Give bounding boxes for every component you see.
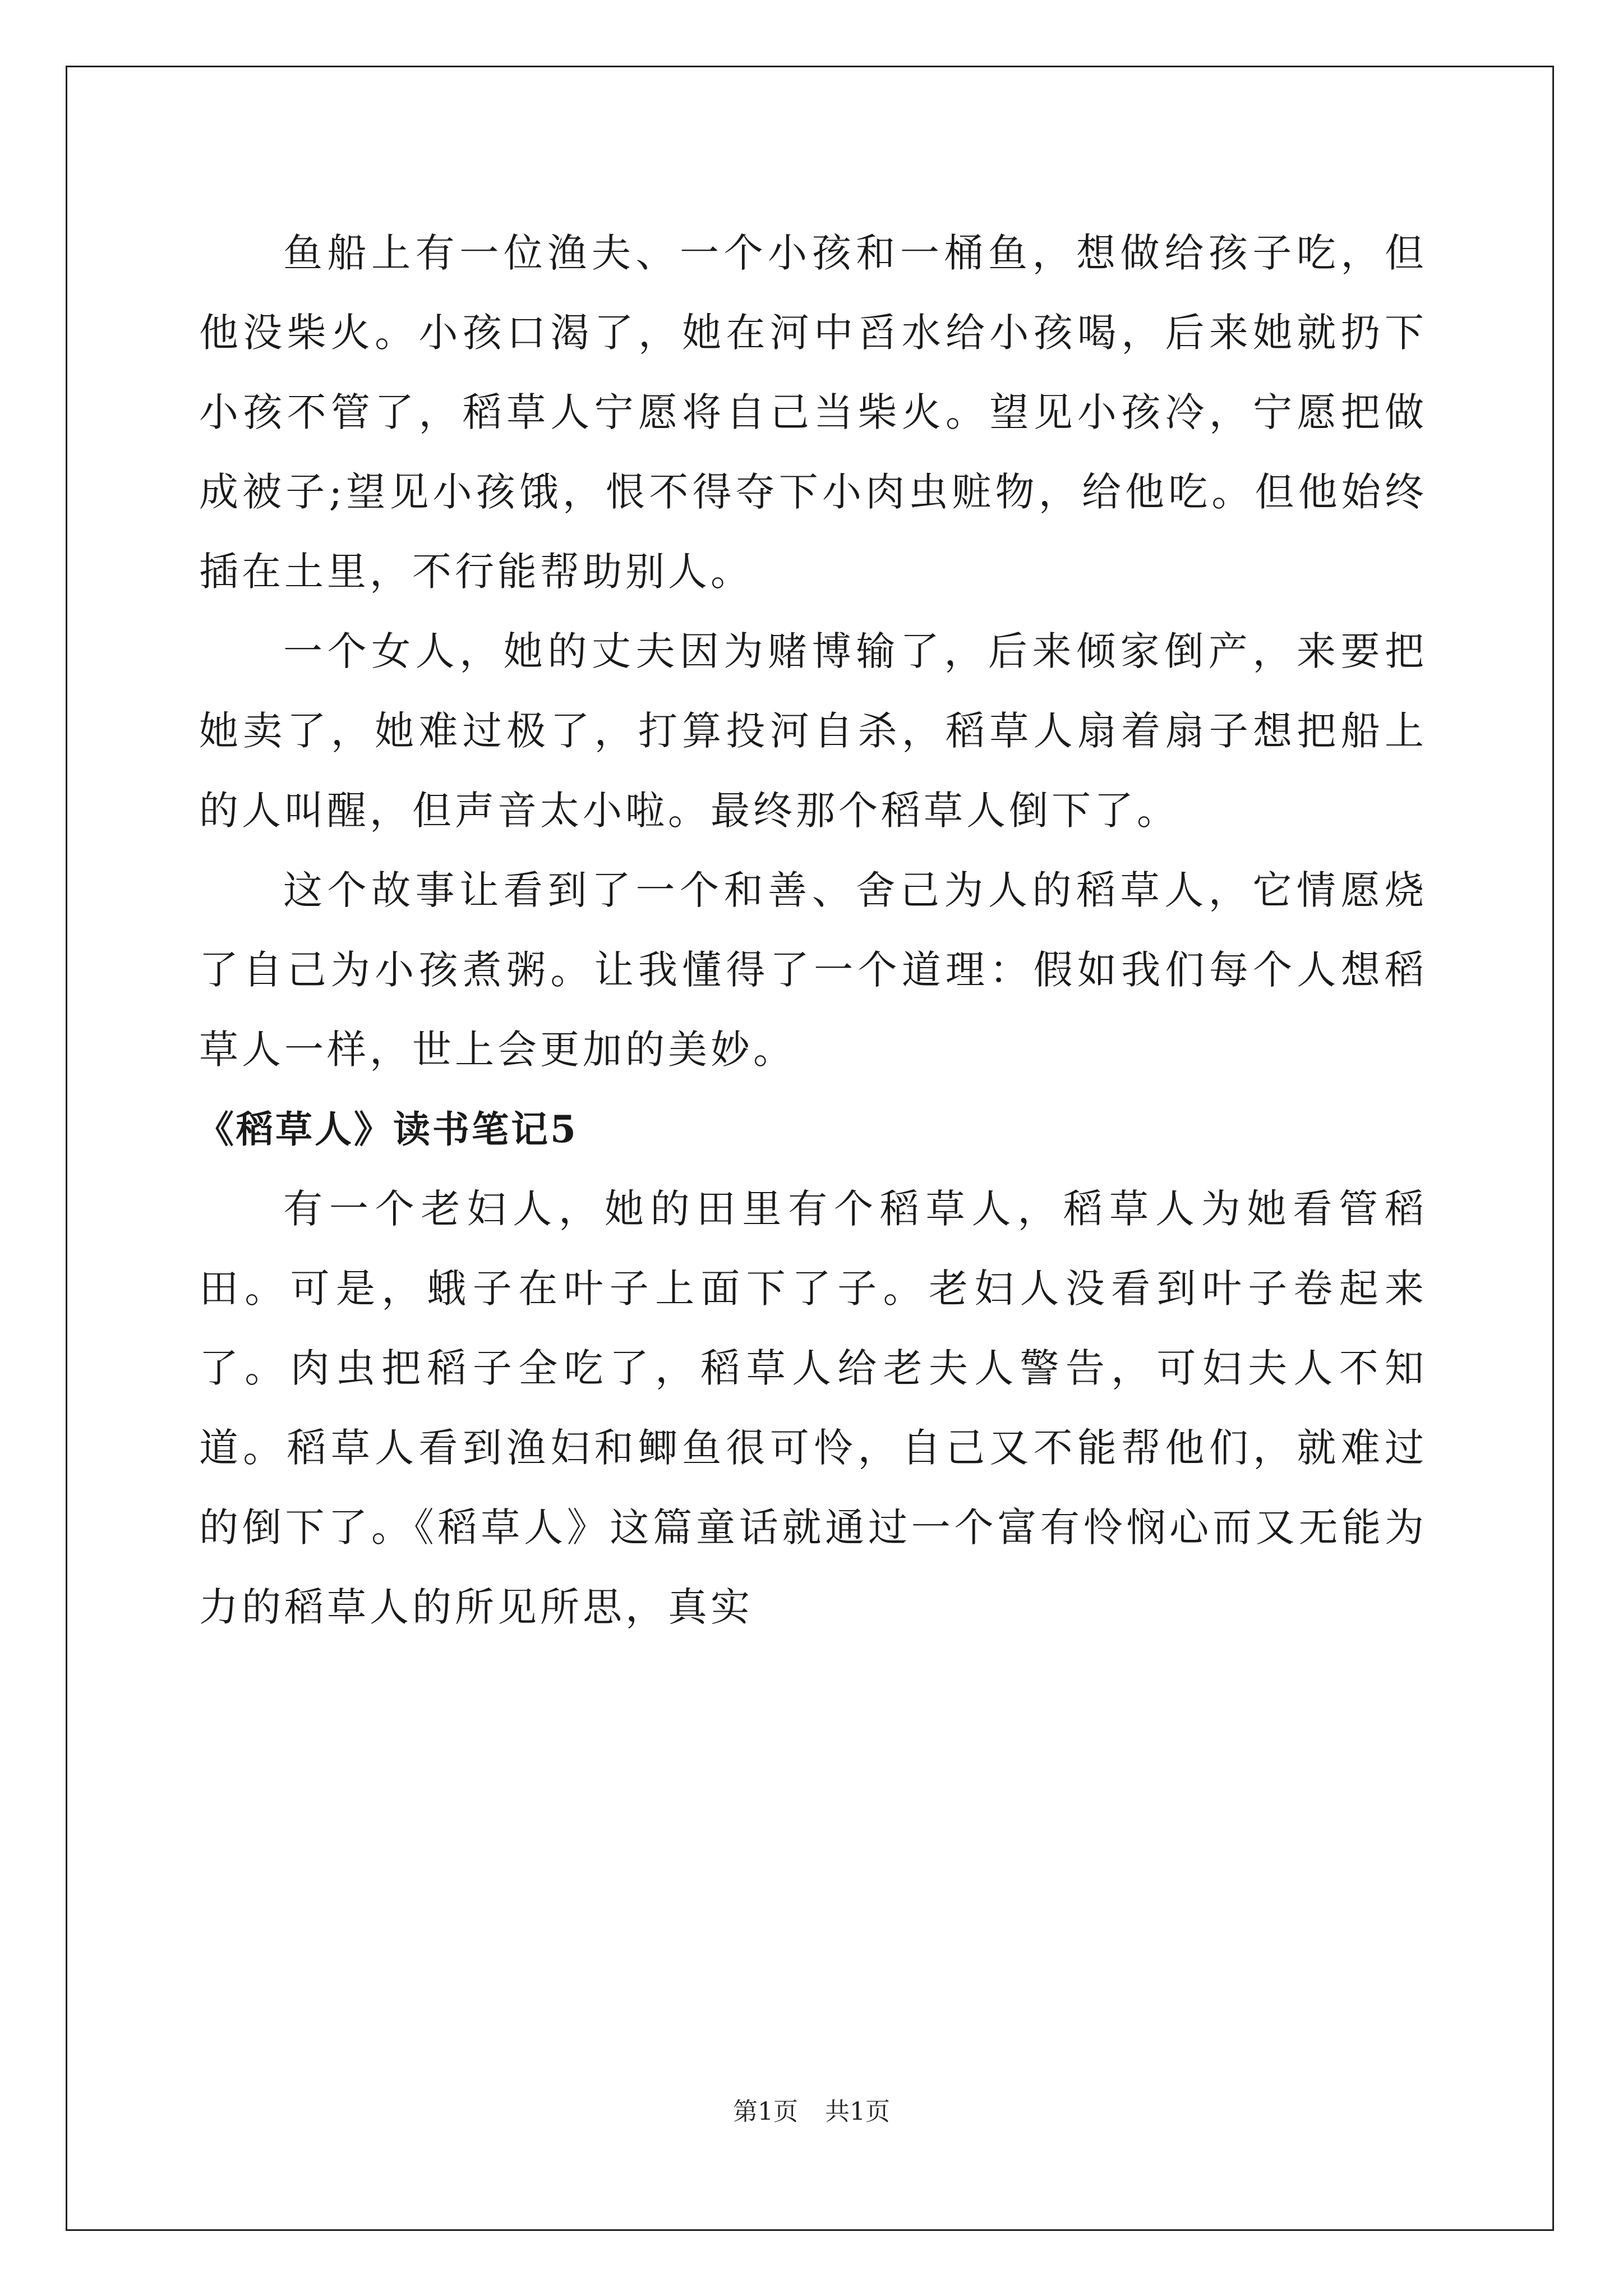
section-title: 《稻草人》读书笔记5: [197, 1107, 578, 1151]
paragraph: 鱼船上有一位渔夫、一个小孩和一桶鱼，想做给孩子吃，但他没柴火。小孩口渴了，她在河中舀水给小孩喝，后来她就扔下小孩不管了，稻草人宁愿将自己当柴火。望见小孩冷，宁愿把做成被子;望见小孩饿，恨不得夺下小肉虫赃物，给他吃。但他始终插在土里，不行能帮助别人。: [199, 230, 1427, 595]
page-number-total: 共1页: [825, 2097, 890, 2126]
document-body: [199, 213, 1427, 1647]
page-footer: [0, 2095, 1623, 2129]
paragraph: 有一个老妇人，她的田里有个稻草人，稻草人为她看管稻田。可是，蛾子在叶子上面下了子。老妇人没看到叶子卷起来了。肉虫把稻子全吃了，稻草人给老夫人警告，可妇夫人不知道。稻草人看到渔妇和鲫鱼很可怜，自己又不能帮他们，就难过的倒下了。《稻草人》这篇童话就通过一个富有怜悯心而又无能为力的稻草人的所见所思，真实: [199, 1186, 1427, 1630]
paragraph: 一个女人，她的丈夫因为赌博输了，后来倾家倒产，来要把她卖了，她难过极了，打算投河自杀，稻草人扇着扇子想把船上的人叫醒，但声音太小啦。最终那个稻草人倒下了。: [199, 628, 1427, 834]
page-number-current: 第1页: [733, 2097, 798, 2126]
paragraph: 这个故事让看到了一个和善、舍己为人的稻草人，它情愿烧了自己为小孩煮粥。让我懂得了一个道理：假如我们每个人想稻草人一样，世上会更加的美妙。: [199, 867, 1427, 1073]
